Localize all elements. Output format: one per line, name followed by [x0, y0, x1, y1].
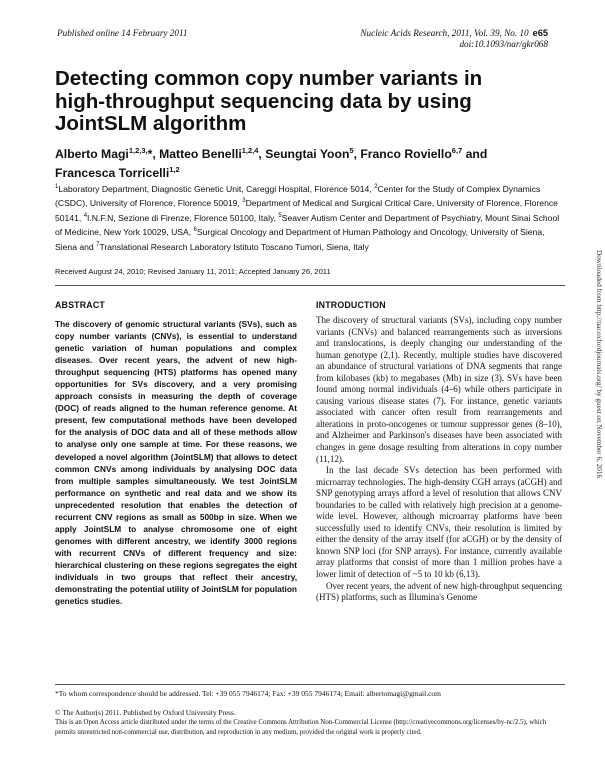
author — [265, 147, 360, 161]
download-watermark-text: Downloaded from http://nar.oxfordjournals.org/ by guest on November 6, 2016 — [595, 250, 603, 479]
affiliation-text: Department of Medical and Surgical Critical Care, University of Florence, Florence 50141, — [55, 198, 558, 223]
author-name: Seungtai Yoon — [265, 147, 350, 162]
introduction-paragraph: The discovery of structural variants (SVs), including copy number variants (CNVs) and balanced rearrangements such as inversions and translocations, is deeply changing our understanding of the human genotype (2,1). Recently, multiple studies have discovered an abundance of structural variations of DNA segments that range from kilobases (kb) to megabases (Mb) in size (3). SVs have been found among normal individuals (4–6) while others participate in causing various disease states (7). For instance, genetic variants associated with cancer often result from rearrangements and alterations in proto-oncogenes or tumour suppressor genes (8–10), and Alzheimer and Parkinson's diseases have been associated with changes in gene dosage resulting from alterations in copy number (11,12). — [316, 315, 562, 464]
abstract-heading: ABSTRACT — [55, 300, 105, 310]
author — [360, 147, 487, 161]
download-watermark — [591, 250, 605, 580]
author-separator: and — [462, 147, 488, 162]
footer-divider — [55, 684, 565, 685]
author-separator: , — [152, 147, 160, 162]
page-number: e65 — [532, 28, 548, 38]
author-affiliation-marks: 6,7 — [451, 146, 463, 155]
author — [55, 147, 159, 161]
author — [55, 166, 180, 180]
journal-header — [288, 28, 548, 50]
journal-citation: Nucleic Acids Research, 2011, Vol. 39, No. 10 — [360, 28, 529, 38]
affiliation-number: 5 — [278, 212, 282, 219]
author-name: Franco Roviello — [360, 147, 452, 162]
author-separator: , — [258, 147, 266, 162]
author-list — [55, 143, 525, 181]
correspondence-note: *To whom correspondence should be addressed. Tel: +39 055 7946174; Fax: +39 055 7946174; Email: albertomagi@gmail.com — [55, 689, 441, 698]
affiliation-number: 2 — [374, 184, 378, 190]
header-divider — [55, 285, 565, 286]
affiliation-number: 3 — [242, 198, 246, 205]
published-date: Published online 14 February 2011 — [57, 28, 188, 38]
affiliation-number: 4 — [83, 212, 88, 219]
author-name: Francesca Torricelli — [55, 166, 170, 181]
affiliation-text: Center for the Study of Complex Dynamics (CSDC), University of Florence, Florence 50019, — [55, 183, 541, 209]
author-affiliation-marks: 1,2 — [169, 165, 180, 175]
author-affiliation-marks: 1,2,4 — [241, 146, 259, 155]
doi: doi:10.1093/nar/gkr068 — [459, 39, 548, 49]
author-name: Matteo Benelli — [159, 147, 242, 162]
abstract-text: The discovery of genomic structural variants (SVs), such as copy number variants (CNVs), is essential to understand genetic variation of human populations and complex diseases. Over recent years, the advent of new high-throughput sequencing (HTS) platforms has opened many opportunities for SVs discovery, and a very promising approach consists in measuring the depth of coverage (DOC) of reads aligned to the human reference genome. At present, few computational methods have been developed for the analysis of DOC data and all of these methods allow to analyse only one sample at time. For these reasons, we developed a novel algorithm (JointSLM) that allows to detect common CNVs among individuals by analysing DOC data from multiple samples simultaneously. We test JointSLM performance on synthetic and real data and we show its unprecedented resolution that enables the detection of recurrent CNV regions as small as 500bp in size. When we apply JointSLM to analyse chromosome one of eight genomes with different ancestry, we identify 3000 regions with recurrent CNVs of different frequency and size: hierarchical clustering on these regions segregates the eight individuals in two groups that reflect their ancestry, demonstrating the potential utility of JointSLM for population genetics studies. — [55, 319, 297, 607]
introduction-body — [316, 315, 562, 604]
affiliations — [55, 181, 565, 253]
affiliation-text: Translational Research Laboratory Istituto Toscano Tumori, Siena, Italy — [99, 241, 369, 252]
author-affiliation-marks: 5 — [349, 146, 354, 155]
affiliation-number: 6 — [193, 227, 197, 234]
affiliation-text: I.N.F.N, Sezione di Firenze, Florence 50100, Italy, — [87, 212, 279, 223]
article-title: Detecting common copy number variants in high-throughput sequencing data by using JointSLM algorithm — [55, 67, 483, 135]
affiliation-number: 7 — [96, 241, 100, 248]
license-text: This is an Open Access article distributed under the terms of the Creative Commons Attribution Non-Commercial License (http://creativecommons.org/licenses/by-nc/2.5), which permits unrestricted non-commercial use, distribution, and reproduction in any medium, provided the original work is properly cited. — [55, 719, 547, 736]
affiliation-text: Laboratory Department, Diagnostic Genetic Unit, Careggi Hospital, Florence 5014, — [58, 183, 375, 194]
affiliation-text: Seaver Autism Center and Department of Psychiatry, Mount Sinai School of Medicine, New York 10029, USA, — [55, 212, 560, 238]
author-affiliation-marks: 1,2,3, — [128, 146, 148, 155]
affiliation-text: Surgical Oncology and Department of Human Pathology and Oncology, University of Siena, Siena and — [55, 227, 545, 252]
introduction-paragraph: Over recent years, the advent of new high-throughput sequencing (HTS) platforms, such as Illumina's Genome — [316, 580, 562, 603]
author-name: Alberto Magi — [55, 147, 129, 162]
affiliation-number: 1 — [55, 184, 59, 190]
copyright-line: © The Author(s) 2011. Published by Oxford University Press. — [55, 708, 236, 717]
introduction-heading: INTRODUCTION — [316, 300, 386, 310]
author-separator: , — [353, 147, 361, 162]
introduction-paragraph: In the last decade SVs detection has been performed with microarray technologies. The high-density CGH arrays (aCGH) and SNP genotyping arrays afford a level of resolution that allows CNV boundaries to be called with relatively high precision at a genome-wide level. However, although microarray platforms have been successfully used to identify CNVs, their resolution is limited by either the density of the array itself (for aCGH) or by the density of known SNP loci (for SNP arrays). For instance, currently available array platforms that consist of more than 1 million probes have a lower limit of detection of ~5 to 10 kb (6,13). — [316, 465, 562, 580]
corresponding-author-mark: * — [147, 147, 153, 162]
author — [159, 147, 265, 161]
received-dates: Received August 24, 2010; Revised January 11, 2011; Accepted January 26, 2011 — [55, 267, 331, 276]
